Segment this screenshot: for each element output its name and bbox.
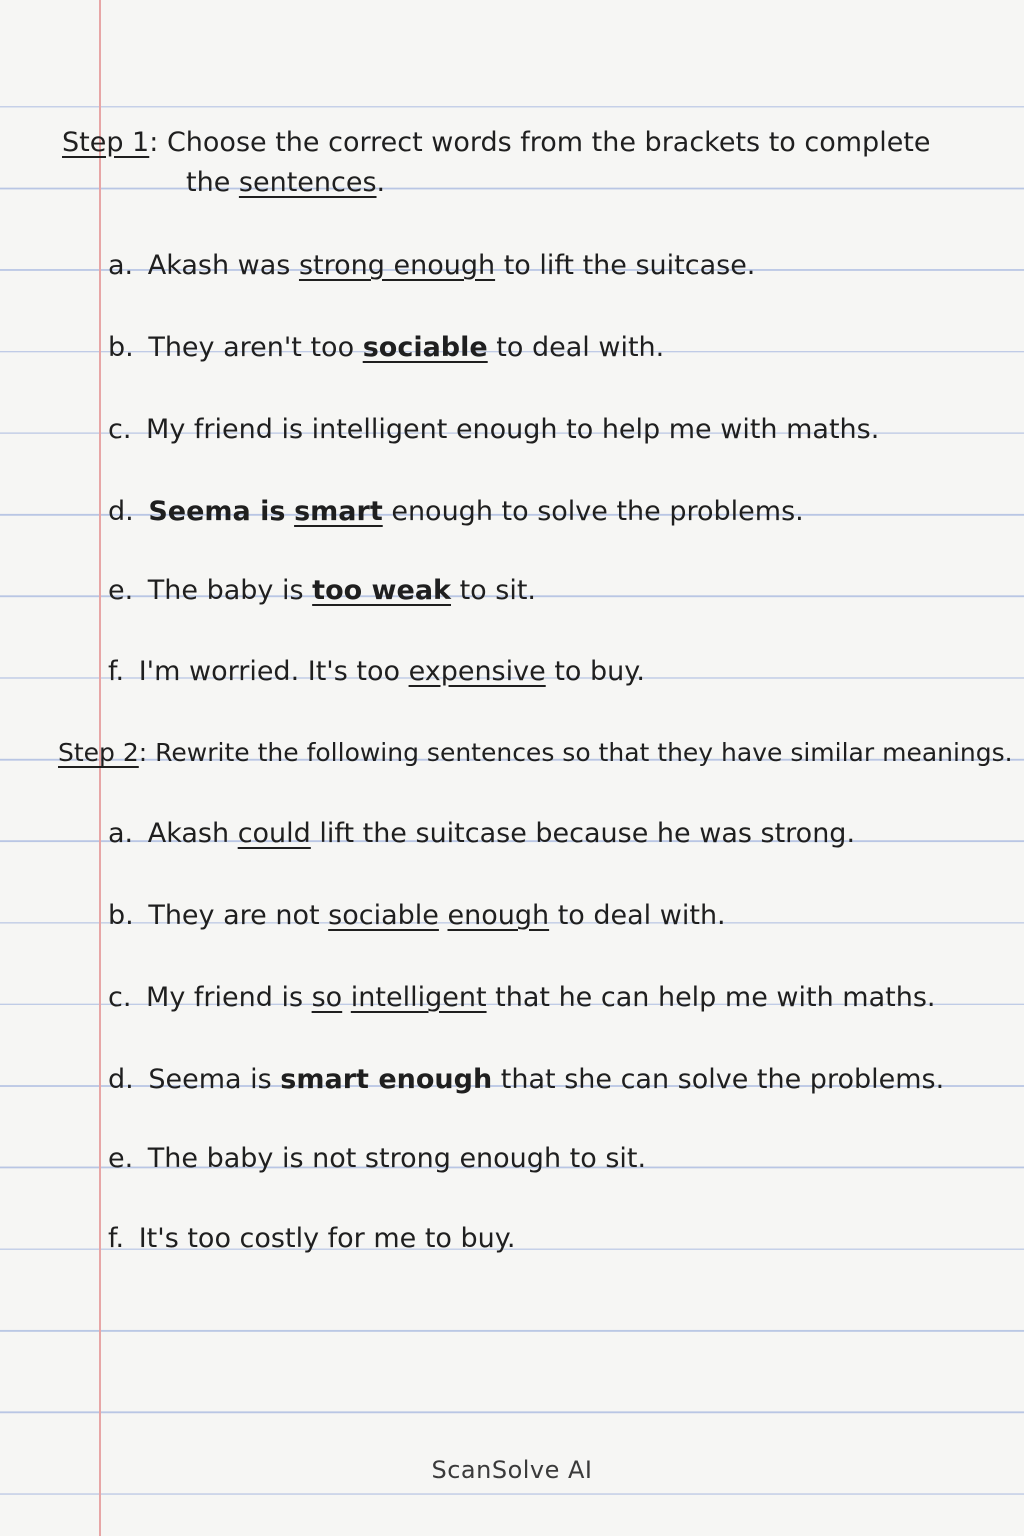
step1-instruction-cont: the sentences. xyxy=(186,167,386,198)
answer-word: expensive xyxy=(408,656,546,687)
step1-item-c: c. My friend is intelligent enough to help me with maths. xyxy=(108,414,880,445)
answer-word: intelligent xyxy=(350,982,487,1013)
answer-word: smart xyxy=(294,496,383,527)
step2-item-e: e. The baby is not strong enough to sit. xyxy=(108,1143,647,1174)
answer-word: sociable xyxy=(328,900,439,931)
step1-item-b: b. They aren't too sociable to deal with. xyxy=(108,332,665,363)
step1-item-e: e. The baby is too weak to sit. xyxy=(108,575,537,606)
step2-label: Step 2 xyxy=(58,738,139,767)
step2-item-d: d. Seema is smart enough that she can solve the problems. xyxy=(108,1064,945,1095)
answer-word: too weak xyxy=(312,575,451,606)
step2-item-f: f. It's too costly for me to buy. xyxy=(108,1223,516,1254)
answer-word: sociable xyxy=(362,332,488,363)
step1-heading: Step 1: Choose the correct words from the brackets to complete xyxy=(62,127,931,158)
answer-word: could xyxy=(237,818,311,849)
step2-instruction: Rewrite the following sentences so that they have similar meanings. xyxy=(155,738,1013,767)
step2-item-a: a. Akash could lift the suitcase because he was strong. xyxy=(108,818,856,849)
step1-item-a: a. Akash was strong enough to lift the suitcase. xyxy=(108,250,756,281)
step2-item-c: c. My friend is so intelligent that he can help me with maths. xyxy=(108,982,936,1013)
step2-heading: Step 2: Rewrite the following sentences so that they have similar meanings. xyxy=(58,738,1013,767)
step1-instruction: Choose the correct words from the brackets to complete xyxy=(166,127,931,158)
answer-word: so xyxy=(311,982,343,1013)
answer-word: enough xyxy=(447,900,550,931)
answer-word: smart enough xyxy=(280,1064,493,1095)
answer-word: strong enough xyxy=(298,250,496,281)
step1-item-f: f. I'm worried. It's too expensive to buy. xyxy=(108,656,645,687)
step2-item-b: b. They are not sociable enough to deal with. xyxy=(108,900,726,931)
step1-label: Step 1 xyxy=(62,127,150,158)
step1-item-d: d. Seema is smart enough to solve the problems. xyxy=(108,496,804,527)
footer-brand: ScanSolve AI xyxy=(431,1456,593,1484)
